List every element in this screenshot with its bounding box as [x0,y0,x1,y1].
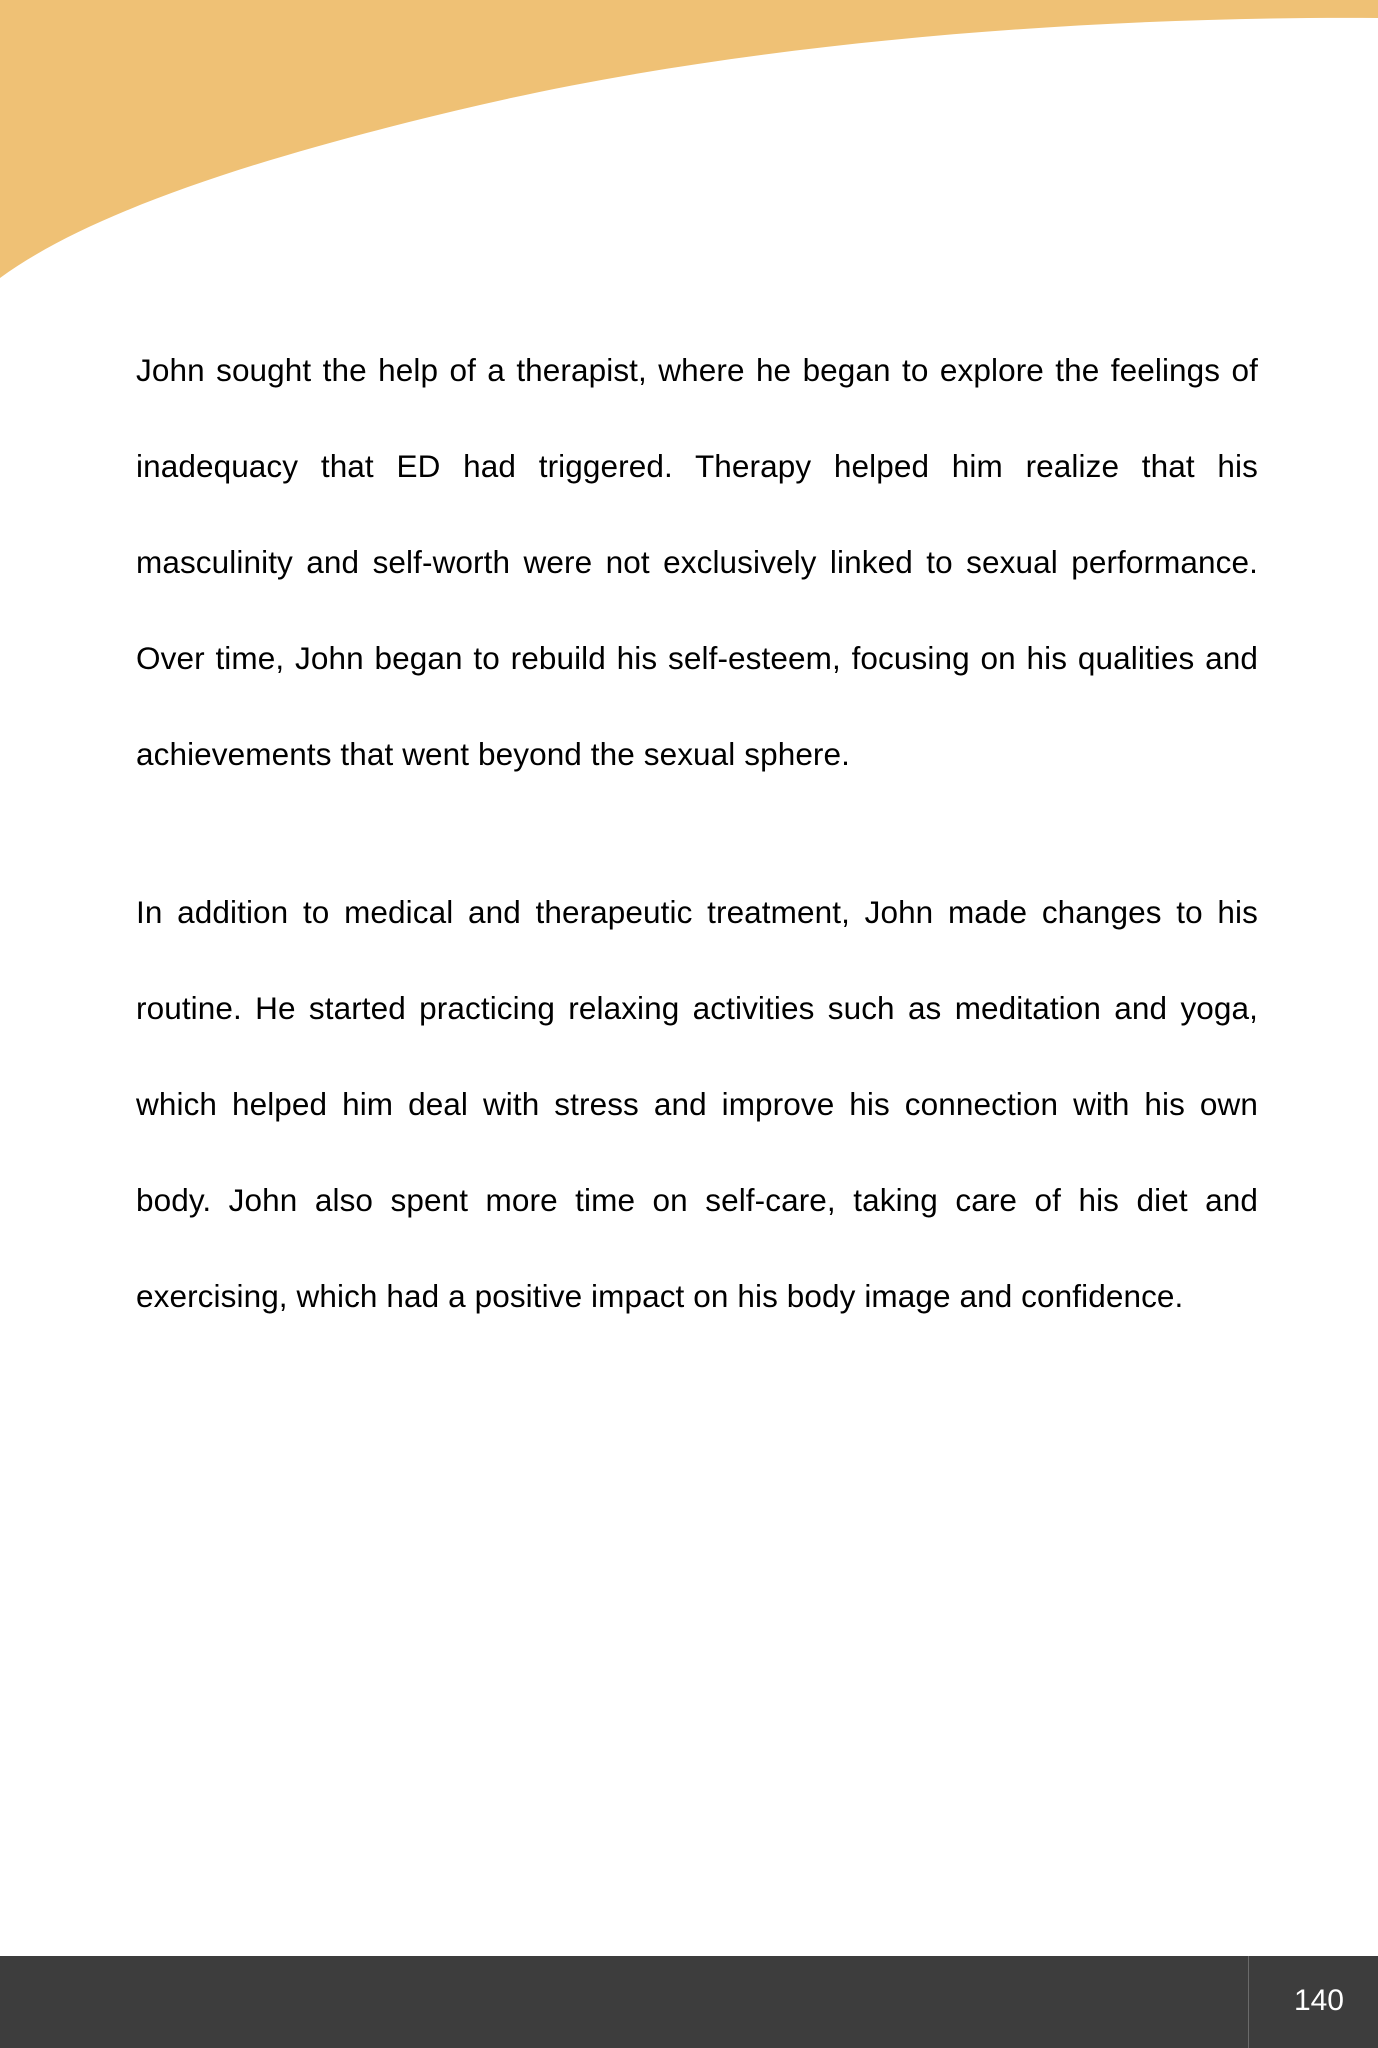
header-decoration [0,0,1378,300]
curved-band-icon [0,0,1378,300]
footer-bar [0,1956,1378,2048]
footer-divider [1248,1956,1249,2048]
paragraph-2: In addition to medical and therapeutic treatment, John made changes to his routine. He started practicing relaxing activities such as meditation and yoga, which helped him deal with stress and improve his connection with his own body. John also spent more time on self-care, taking care of his diet and exercising, which had a positive impact on his body image and confidence. [136,894,1258,1314]
page-number: 140 [1293,1984,1344,2017]
paragraph-1: John sought the help of a therapist, where he began to explore the feelings of inadequacy that ED had triggered. Therapy helped him realize that his masculinity and self-worth were not exclusively linked to sexual performance. Over time, John began to rebuild his self-esteem, focusing on his qualities and achievements that went beyond the sexual sphere. [136,352,1258,772]
body-text [136,322,1258,1344]
